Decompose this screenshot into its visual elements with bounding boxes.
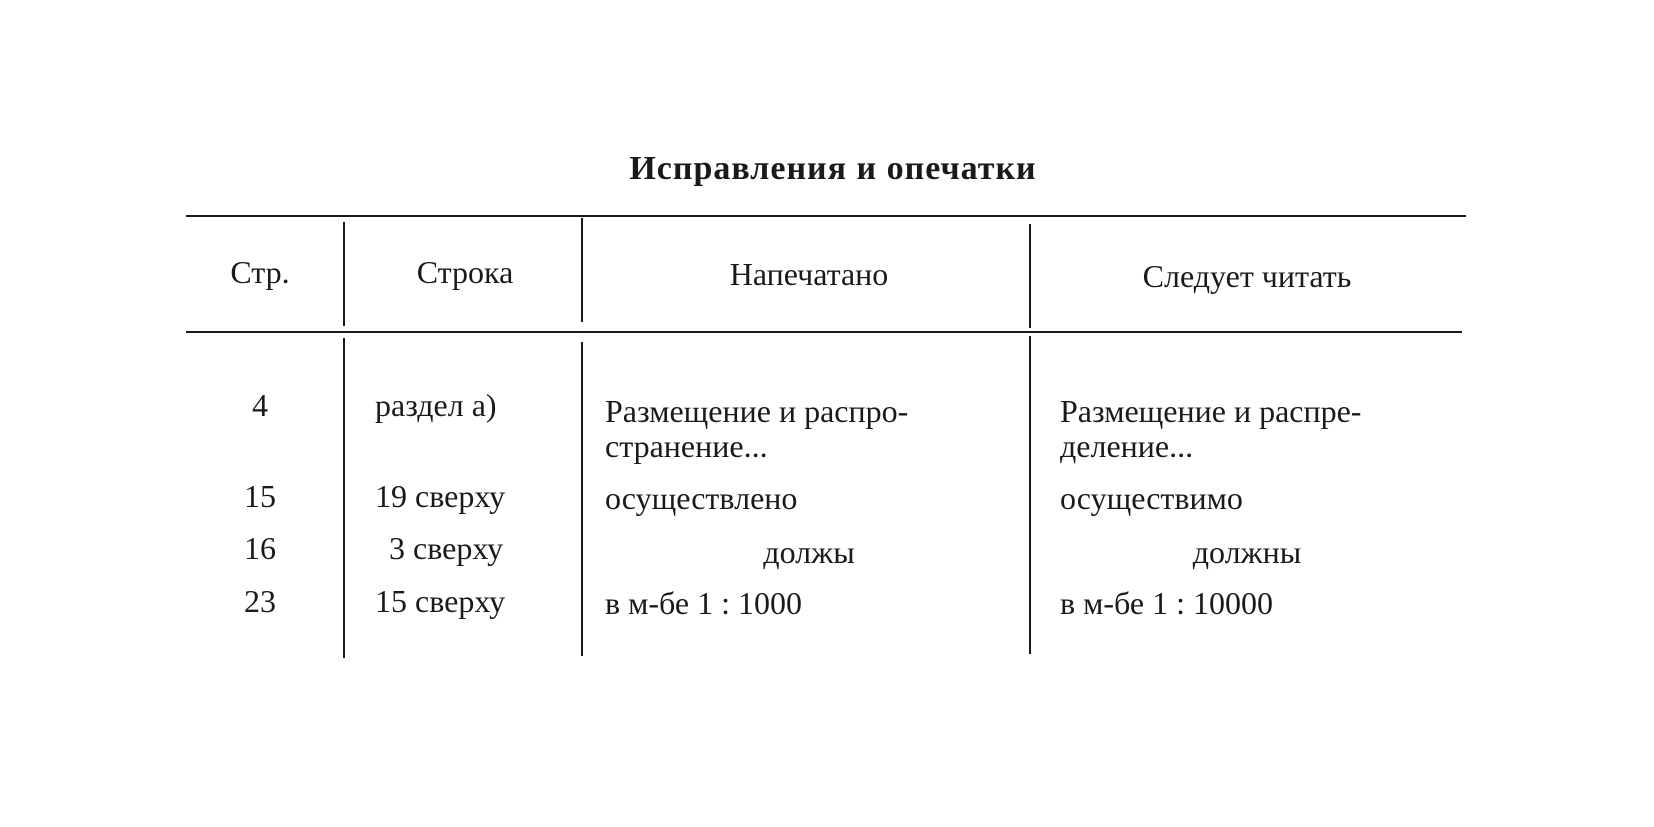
header-divider-3 — [1029, 224, 1031, 328]
header-divider-1 — [343, 222, 345, 326]
table-row-2-should-read: осуществимо — [1060, 480, 1243, 516]
table-row-4-line: 15 сверху — [375, 583, 506, 619]
header-should-read: Следует читать — [1142, 258, 1352, 294]
table-row-1-should-read-line-1: Размещение и распре- — [1060, 393, 1362, 429]
table-row-3-page: 16 — [244, 530, 276, 566]
table-row-4-printed: в м-бе 1 : 1000 — [605, 585, 802, 621]
table-header-rule — [186, 331, 1462, 333]
table-row-1-printed-line-2: странение... — [605, 428, 768, 464]
body-divider-1 — [343, 338, 345, 658]
table-row-3-printed: должы — [763, 534, 855, 570]
header-line: Строка — [416, 254, 514, 290]
header-divider-2 — [581, 218, 583, 322]
table-row-2-page: 15 — [244, 478, 276, 514]
table-row-1-page: 4 — [252, 387, 268, 423]
body-divider-3 — [1029, 336, 1031, 654]
table-row-1-printed-line-1: Размещение и распро- — [605, 393, 909, 429]
table-top-rule — [186, 215, 1466, 217]
table-row-1-line: раздел а) — [375, 387, 497, 423]
page-title: Исправления и опечатки — [629, 150, 1037, 187]
table-row-4-should-read: в м-бе 1 : 10000 — [1060, 585, 1273, 621]
table-row-4-page: 23 — [244, 583, 276, 619]
table-row-3-line: 3 сверху — [389, 530, 504, 566]
table-row-2-printed: осуществлено — [605, 480, 798, 516]
table-row-3-should-read: должны — [1192, 534, 1302, 570]
table-row-2-line: 19 сверху — [375, 478, 506, 514]
header-page: Стр. — [230, 254, 290, 290]
table-row-1-should-read-line-2: деление... — [1060, 428, 1194, 464]
header-printed: Напечатано — [729, 256, 889, 292]
